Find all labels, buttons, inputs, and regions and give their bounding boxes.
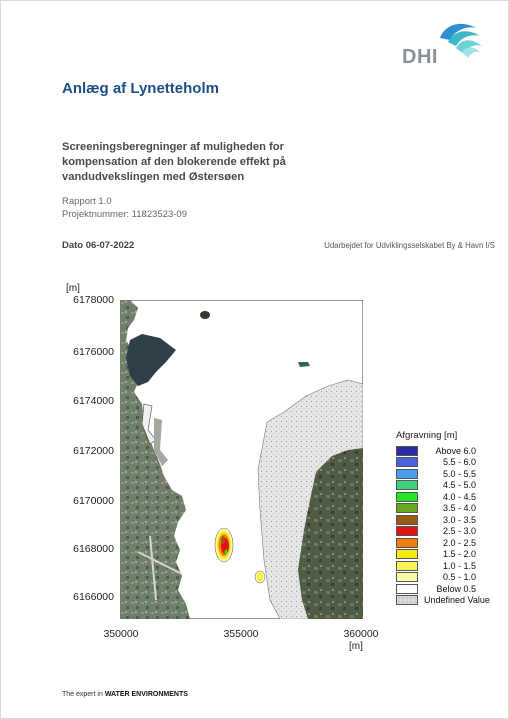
y-tick-label: 6170000 <box>73 495 114 507</box>
x-axis-unit: [m] <box>349 641 363 652</box>
legend-label: 3.5 - 4.0 <box>442 503 476 514</box>
x-tick-label: 355000 <box>223 628 259 640</box>
page-title: Anlæg af Lynetteholm <box>62 80 219 97</box>
legend-swatch <box>396 584 418 594</box>
legend-label: 0.5 - 1.0 <box>442 572 476 583</box>
legend-item <box>396 445 476 457</box>
y-tick-label: 6176000 <box>73 346 114 358</box>
legend-swatch <box>396 492 418 502</box>
logo-text: DHI <box>402 46 438 68</box>
legend-label: 2.5 - 3.0 <box>442 526 476 537</box>
legend-swatch <box>396 595 418 605</box>
legend-item <box>396 560 476 572</box>
legend-swatch <box>396 572 418 582</box>
x-tick-label: 360000 <box>343 628 379 640</box>
legend-label: 4.0 - 4.5 <box>442 491 476 502</box>
legend-swatch <box>396 469 418 479</box>
legend-swatch <box>396 538 418 548</box>
report-date: Dato 06-07-2022 <box>62 240 135 251</box>
legend-label: Below 0.5 <box>436 583 476 594</box>
legend-swatch <box>396 446 418 456</box>
dredging-map <box>120 300 363 619</box>
legend-item <box>396 491 476 503</box>
legend-swatch <box>396 561 418 571</box>
legend-item <box>396 537 476 549</box>
footer-tagline-bold: WATER ENVIRONMENTS <box>104 691 188 698</box>
x-tick-label: 350000 <box>103 628 139 640</box>
legend-swatch <box>396 515 418 525</box>
legend-swatch <box>396 480 418 490</box>
legend-item <box>396 503 476 515</box>
legend-item <box>396 526 476 538</box>
legend-item <box>396 514 476 526</box>
legend-swatch <box>396 457 418 467</box>
legend-swatch <box>396 549 418 559</box>
legend-item <box>396 480 476 492</box>
legend-label: 4.5 - 5.0 <box>442 480 476 491</box>
legend-swatch <box>396 503 418 513</box>
legend-label: 3.0 - 3.5 <box>442 514 476 525</box>
legend-title: Afgravning [m] <box>396 430 458 441</box>
report-subtitle: Screeningsberegninger af muligheden for kompensation af den blokerende effekt på vandudvekslingen med Østersøen <box>62 141 286 183</box>
legend-item <box>396 583 476 595</box>
map-legend <box>396 430 490 606</box>
legend-item <box>396 468 476 480</box>
y-tick-label: 6172000 <box>73 445 114 457</box>
legend-label: 2.0 - 2.5 <box>442 537 476 548</box>
y-axis-unit: [m] <box>66 283 80 294</box>
y-tick-label: 6166000 <box>73 591 114 603</box>
y-tick-label: 6178000 <box>73 294 114 306</box>
legend-item <box>396 572 476 584</box>
legend-label: 1.5 - 2.0 <box>442 549 476 560</box>
legend-label: 5.5 - 6.0 <box>442 457 476 468</box>
legend-label: 1.0 - 1.5 <box>442 560 476 571</box>
footer-tagline-prefix: The expert in <box>62 691 105 698</box>
report-version: Rapport 1.0 <box>62 196 112 207</box>
prepared-for: Udarbejdet for Udviklingsselskabet By & Havn I/S <box>324 241 495 250</box>
legend-item <box>396 457 476 469</box>
legend-swatch <box>396 526 418 536</box>
legend-item <box>396 549 476 561</box>
footer-tagline <box>62 691 188 698</box>
y-tick-label: 6174000 <box>73 395 114 407</box>
legend-label: 5.0 - 5.5 <box>442 468 476 479</box>
legend-item <box>396 595 490 607</box>
legend-label: Above 6.0 <box>435 445 476 456</box>
y-tick-label: 6168000 <box>73 543 114 555</box>
project-number: Projektnummer: 11823523-09 <box>62 209 187 220</box>
legend-label: Undefined Value <box>424 595 490 606</box>
